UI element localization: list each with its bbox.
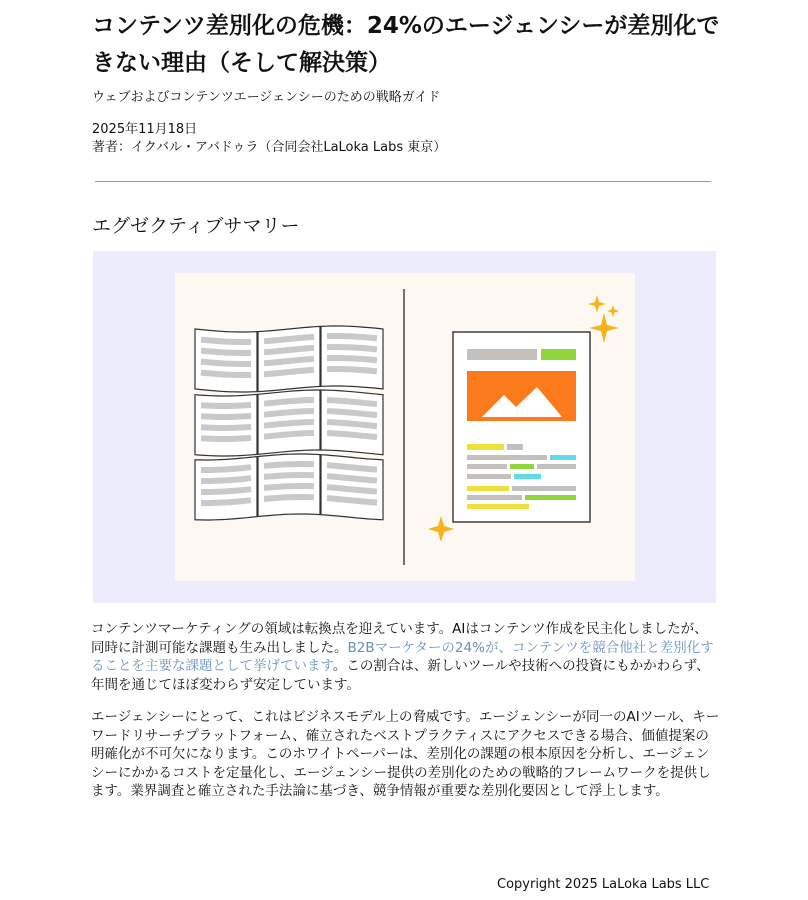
text-line	[201, 351, 251, 353]
text-line	[327, 336, 377, 338]
text-line	[201, 416, 251, 417]
text-line	[201, 362, 251, 364]
text-line	[201, 340, 251, 342]
statistic-link[interactable]: B2Bマーケターの24%が、コンテンツを競合他社と差別化することを主要な課題として挙げています	[91, 639, 714, 675]
document-title: コンテンツ差別化の危機：24%のエージェンシーが差別化できない理由（そして解決策）	[92, 13, 720, 76]
text-line	[201, 478, 251, 481]
text-line	[264, 400, 314, 404]
header-divider	[95, 181, 711, 182]
text-line	[264, 475, 314, 477]
illustration-svg	[93, 251, 716, 603]
text-line	[264, 486, 314, 488]
text-line	[327, 358, 377, 360]
summary-paragraph-1-text: コンテンツマーケティングの領域は転換点を迎えています。AIはコンテンツ作成を民主化しましたが、同時に計測可能な課題も生み出しました。	[91, 621, 708, 656]
hero-illustration	[93, 251, 716, 603]
text-line	[201, 500, 251, 503]
document-subtitle: ウェブおよびコンテンツエージェンシーのための戦略ガイド	[92, 90, 441, 105]
document-date: 2025年11月18日	[92, 122, 198, 137]
text-line	[201, 438, 251, 439]
text-line	[201, 405, 251, 406]
section-heading-executive-summary: エグゼクティブサマリー	[92, 215, 300, 237]
summary-paragraph-2: エージェンシーにとって、これはビジネスモデル上の脅威です。エージェンシーが同一のAIツール、キーワードリサーチプラットフォーム、確立されたベストプラクティスにアクセスできる場合、価値提案の明確化が不可欠になります。このホワイトペーパーは、差別化の課題の根本原因を分析し、エージェンシーにかかるコストを定量化し、エージェンシー提供の差別化のための戦略的フレームワークを提供します。業界調査と確立された手法論に基づき、競争情報が重要な差別化要因として浮上します。	[91, 709, 720, 800]
generic-documents-grid-icon	[195, 326, 383, 520]
text-line	[264, 422, 314, 426]
document-author: 著者：イクバル・アバドゥラ（合同会社LaLoka Labs 東京）	[92, 140, 447, 155]
footer-copyright: Copyright 2025 LaLoka Labs LLC	[497, 877, 710, 892]
text-line	[201, 427, 251, 428]
text-line	[327, 369, 377, 371]
text-line	[264, 497, 314, 499]
text-line	[201, 467, 251, 470]
text-line	[264, 464, 314, 466]
summary-paragraph-1	[91, 620, 721, 694]
text-line	[264, 411, 314, 415]
text-line	[201, 373, 251, 375]
distinctive-document-icon	[453, 332, 590, 522]
text-line	[201, 489, 251, 492]
summary-paragraph-1-tail: 。この割合は、新しいツールや技術への投資にもかかわらず、年間を通じてほぼ変わらず安定しています。	[91, 658, 710, 693]
text-line	[264, 433, 314, 437]
text-line	[327, 347, 377, 349]
